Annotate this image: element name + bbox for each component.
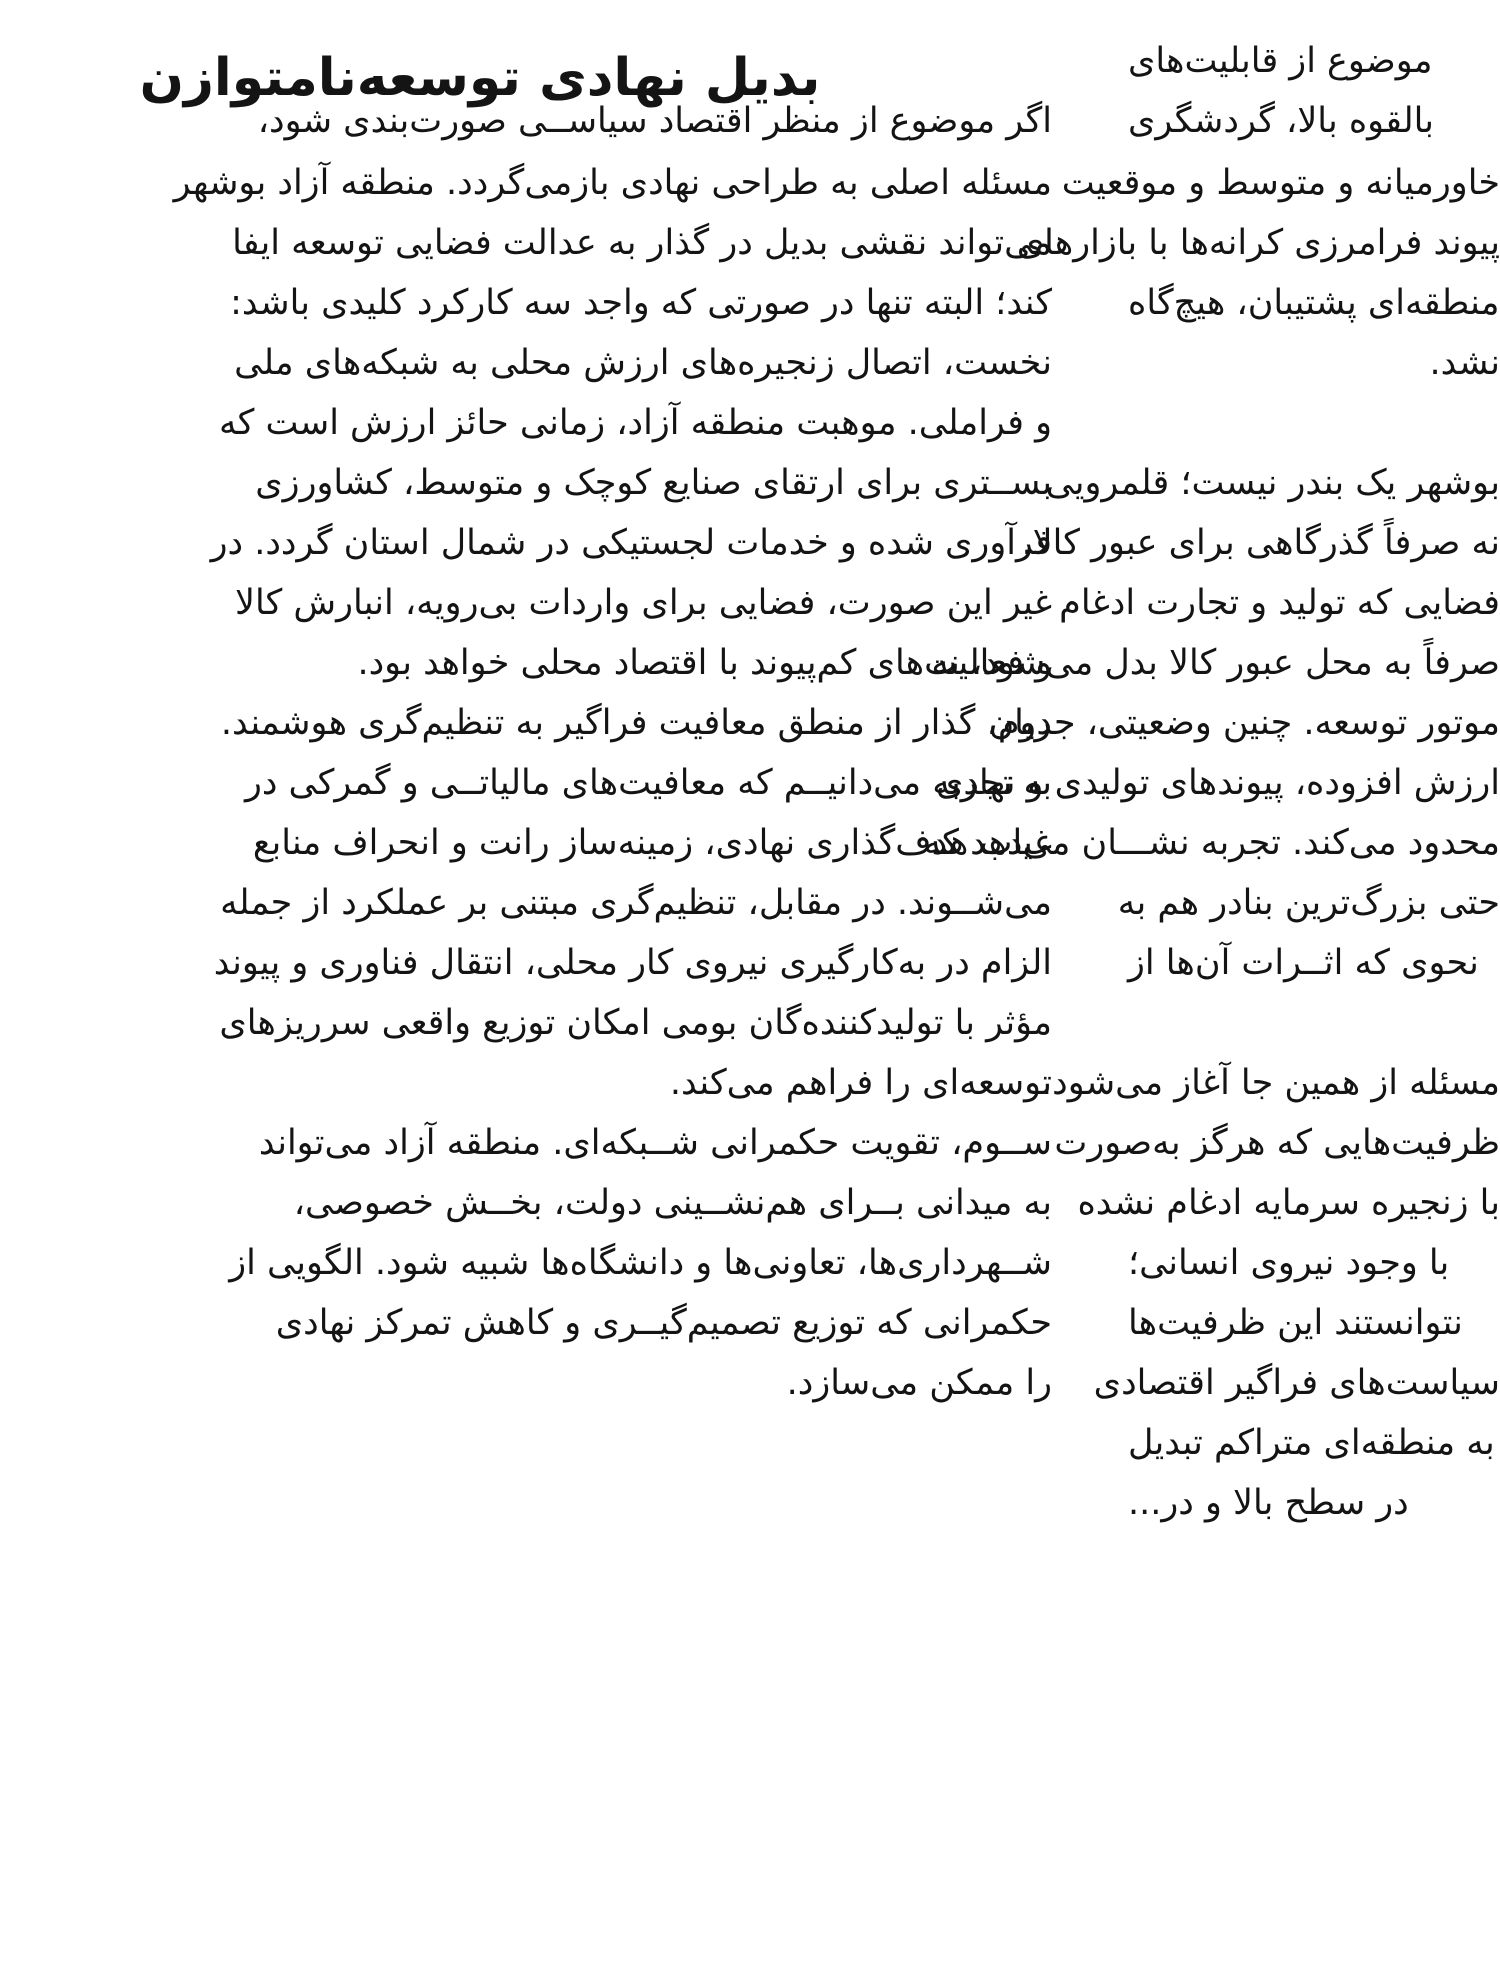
paragraph-line: غیر این صورت، فضایی برای واردات بی‌رویه، انبارش کالا bbox=[235, 583, 1052, 623]
article-headline: بدیل نهادی توسعه‌نامتوازن bbox=[139, 48, 821, 108]
paragraph-line: و فعالیت‌های کم‌پیوند با اقتصاد محلی خواهد بود. bbox=[357, 643, 1052, 683]
side-article-column bbox=[923, 0, 1500, 1962]
side-line: نه صرفاً گذرگاهی برای عبور کالا. bbox=[1021, 523, 1500, 563]
paragraph-line: دوم، گذار از منطق معافیت فراگیر به تنظیم‌گری هوشمند. bbox=[220, 703, 1052, 743]
side-line: صرفاً به محل عبور کالا بدل می‌شود، نه bbox=[931, 643, 1500, 683]
side-line: ارزش افزوده، پیوندهای تولیدی و نهادی bbox=[935, 763, 1500, 803]
side-line: پیوند فرامرزی کرانه‌ها با بازارهای bbox=[1016, 223, 1500, 263]
side-line: ظرفیت‌هایی که هرگز به‌صورت bbox=[1054, 1123, 1500, 1163]
side-line: نحوی که اثــرات آن‌ها از bbox=[1128, 943, 1479, 983]
paragraph-line: غیاب هدف‌گذاری نهادی، زمینه‌ساز رانت و انحراف منابع bbox=[252, 823, 1052, 863]
side-line: بوشهر یک بندر نیست؛ قلمرویی bbox=[1045, 463, 1500, 503]
side-line: به منطقه‌ای متراکم تبدیل bbox=[1128, 1423, 1495, 1463]
side-line: بالقوه بالا، گردشگری bbox=[1128, 101, 1435, 141]
side-line: محدود می‌کند. تجربه نشـــان می‌دهد که bbox=[923, 823, 1500, 863]
paragraph-line: کند؛ البته تنها در صورتی که واجد سه کارکرد کلیدی باشد: bbox=[230, 283, 1052, 323]
side-line: سیاست‌های فراگیر اقتصادی bbox=[1093, 1363, 1500, 1403]
paragraph-line: می‌تواند نقشی بدیل در گذار به عدالت فضایی توسعه ایفا bbox=[232, 223, 1052, 263]
side-line: موضوع از قابلیت‌های bbox=[1128, 41, 1433, 81]
paragraph-line: بســتری برای ارتقای صنایع کوچک و متوسط، کشاورزی bbox=[255, 463, 1052, 503]
paragraph-line: را ممکن می‌سازد. bbox=[786, 1363, 1052, 1403]
paragraph-line: به میدانی بــرای هم‌نشــینی دولت، بخــش خصوصی، bbox=[293, 1183, 1052, 1223]
paragraph-line: ســوم، تقویت حکمرانی شــبکه‌ای. منطقه آزاد می‌تواند bbox=[258, 1123, 1052, 1163]
side-line: مسئله از همین جا آغاز می‌شود. bbox=[1041, 1063, 1500, 1103]
side-line: نتوانستند این ظرفیت‌ها bbox=[1128, 1303, 1463, 1343]
paragraph-line: نخست، اتصال زنجیره‌های ارزش محلی به شبکه‌های ملی bbox=[234, 343, 1052, 383]
paragraph-line: اگر موضوع از منظر اقتصاد سیاســی صورت‌بندی شود، bbox=[257, 101, 1052, 141]
paragraph-line: مسئله اصلی به طراحی نهادی بازمی‌گردد. منطقه آزاد بوشهر bbox=[173, 163, 1052, 203]
paragraph-line: مؤثر با تولیدکننده‌گان بومی امکان توزیع واقعی سرریزهای bbox=[219, 1003, 1052, 1043]
side-line: در سطح بالا و در... bbox=[1128, 1483, 1409, 1523]
paragraph-line: می‌شــوند. در مقابل، تنظیم‌گری مبتنی بر عملکرد از جمله bbox=[220, 883, 1052, 923]
paragraph-line: توسعه‌ای را فراهم می‌کند. bbox=[669, 1063, 1052, 1103]
paragraph-line: شــهرداری‌ها، تعاونی‌ها و دانشگاه‌ها شبیه شود. الگویی از bbox=[229, 1243, 1052, 1283]
paragraph-line: حکمرانی که توزیع تصمیم‌گیــری و کاهش تمرکز نهادی bbox=[275, 1303, 1052, 1343]
side-line: خاورمیانه و متوسط و موقعیت bbox=[1061, 163, 1500, 203]
paragraph-line: و فراملی. موهبت منطقه آزاد، زمانی حائز ارزش است که bbox=[218, 403, 1052, 443]
side-line: منطقه‌ای پشتیبان، هیچ‌گاه bbox=[1128, 283, 1500, 323]
side-line: نشد. bbox=[1429, 343, 1500, 383]
paragraph-line: الزام در به‌کارگیری نیروی کار محلی، انتقال فناوری و پیوند bbox=[213, 943, 1052, 983]
side-line: با وجود نیروی انسانی؛ bbox=[1128, 1243, 1450, 1283]
side-line: با زنجیره سرمایه ادغام نشده bbox=[1077, 1183, 1500, 1223]
paragraph-line: فرآوری شده و خدمات لجستیکی در شمال استان گردد. در bbox=[210, 523, 1052, 563]
side-line: حتی بزرگ‌ترین بنادر هم به bbox=[1117, 883, 1500, 923]
side-line: موتور توسعه. چنین وضعیتی، جریان bbox=[988, 703, 1500, 743]
side-line: فضایی که تولید و تجارت ادغام bbox=[1059, 583, 1500, 623]
paragraph-line: به تجربه می‌دانیــم که معافیت‌های مالیاتــی و گمرکی در bbox=[244, 763, 1052, 803]
